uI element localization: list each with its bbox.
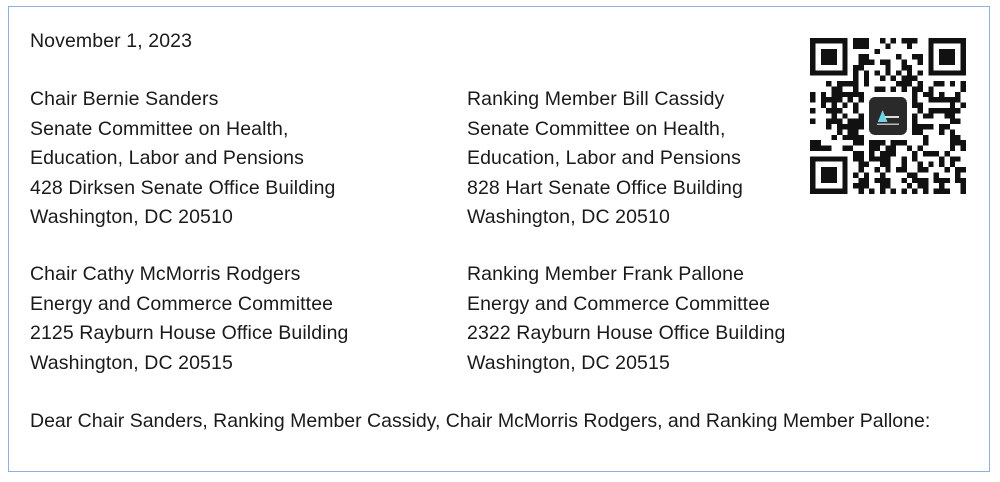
address-line: Washington, DC 20515 xyxy=(30,351,233,374)
address-line: 428 Dirksen Senate Office Building xyxy=(30,176,336,199)
recipient-address-sanders xyxy=(30,85,335,233)
address-line: Senate Committee on Health, xyxy=(467,117,726,140)
address-line: 2322 Rayburn House Office Building xyxy=(467,322,786,344)
address-line: Energy and Commerce Committee xyxy=(30,292,334,315)
address-line: 2125 Rayburn House Office Building xyxy=(30,322,349,344)
address-line: Washington, DC 20510 xyxy=(467,206,670,228)
address-line: Washington, DC 20510 xyxy=(30,206,233,228)
address-line: Chair Bernie Sanders xyxy=(30,88,219,110)
address-line: Education, Labor and Pensions xyxy=(467,147,741,169)
salutation: Dear Chair Sanders, Ranking Member Cassidy, Chair McMorris Rodgers, and Ranking Member Pallone: xyxy=(30,410,931,432)
recipient-address-pallone xyxy=(467,260,786,378)
address-line: Education, Labor and Pensions xyxy=(30,147,304,169)
address-line: Senate Committee on Health, xyxy=(30,117,289,140)
address-line: Chair Cathy McMorris Rodgers xyxy=(30,263,301,285)
qr-center-logo xyxy=(869,97,907,135)
address-line: Energy and Commerce Committee xyxy=(467,292,771,315)
address-line: 828 Hart Senate Office Building xyxy=(467,176,743,199)
letter-date: November 1, 2023 xyxy=(30,30,193,52)
address-line: Washington, DC 20515 xyxy=(467,351,670,374)
qr-code-icon[interactable] xyxy=(810,38,966,194)
recipient-address-mcmorris-rodgers xyxy=(30,260,349,378)
address-line: Ranking Member Frank Pallone xyxy=(467,263,745,285)
recipient-address-cassidy xyxy=(467,85,743,233)
address-line: Ranking Member Bill Cassidy xyxy=(467,88,725,110)
